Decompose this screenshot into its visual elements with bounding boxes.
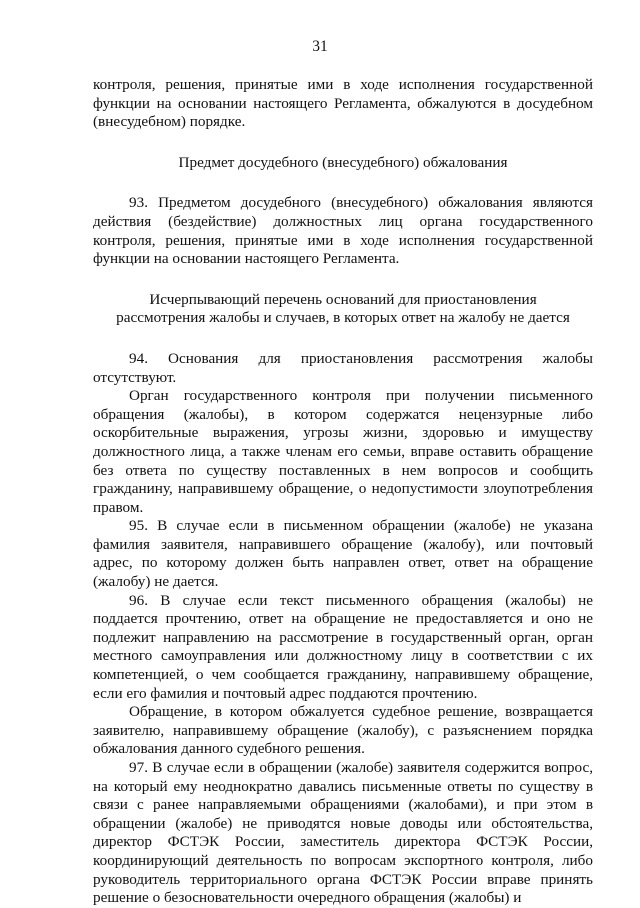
paragraph-94-continuation: Орган государственного контроля при получении письменного обращения (жалобы), в котором содержатся нецензурные либо оскорбительные выражения, угрозы жизни, здоровью и имуществу должностного лица, а также членам его семьи, вправе оставить обращение без ответа по существу поставленных в нем вопросов и сообщить гражданину, направившему обращение, о недопустимости злоупотребления правом. bbox=[93, 387, 593, 516]
document-body bbox=[93, 76, 593, 908]
paragraph-93: 93. Предметом досудебного (внесудебного) обжалования являются действия (бездействие) должностных лиц органа государственного контроля, решения, принятые ими в ходе исполнения государственной функции на основании настоящего Регламента. bbox=[93, 194, 593, 268]
spacer bbox=[93, 132, 593, 154]
paragraph-96: 96. В случае если текст письменного обращения (жалобы) не поддается прочтению, ответ на обращение не предоставляется и оно не подлежит направлению на рассмотрение в государственный орган, орган местного самоуправления или должностному лицу в соответствии с их компетенцией, о чем сообщается гражданину, направившему обращение, если его фамилия и почтовый адрес поддаются прочтению. bbox=[93, 591, 593, 702]
paragraph-97: 97. В случае если в обращении (жалобе) заявителя содержится вопрос, на который ему неоднократно давались письменные ответы по существу в связи с ранее направляемыми обращениями (жалобами), и при этом в обращении (жалобе) не приводятся новые доводы или обстоятельства, директор ФСТЭК России, заместитель директора ФСТЭК России, координирующий деятельность по вопросам экспортного контроля, либо руководитель территориального органа ФСТЭК России вправе принять решение о безосновательности очередного обращения (жалобы) и bbox=[93, 759, 593, 907]
spacer bbox=[93, 172, 593, 194]
paragraph-96-continuation: Обращение, в котором обжалуется судебное решение, возвращается заявителю, направившему обращение (жалобу), с разъяснением порядка обжалования данного судебного решения. bbox=[93, 703, 593, 758]
section-heading-suspension-grounds bbox=[93, 291, 593, 328]
section-heading-line: рассмотрения жалобы и случаев, в которых ответ на жалобу не дается bbox=[116, 309, 570, 327]
section-heading-appeal-subject: Предмет досудебного (внесудебного) обжалования bbox=[178, 153, 508, 171]
paragraph-94: 94. Основания для приостановления рассмотрения жалобы отсутствуют. bbox=[93, 349, 593, 386]
paragraph-95: 95. В случае если в письменном обращении (жалобе) не указана фамилия заявителя, направившего обращение (жалобу), или почтовый адрес, по которому должен быть направлен ответ, ответ на обращение (жалобу) не дается. bbox=[93, 517, 593, 591]
section-heading-line: Исчерпывающий перечень оснований для приостановления bbox=[149, 290, 537, 308]
spacer bbox=[93, 328, 593, 350]
spacer bbox=[93, 269, 593, 291]
intro-paragraph: контроля, решения, принятые ими в ходе исполнения государственной функции на основании настоящего Регламента, обжалуются в досудебном (внесудебном) порядке. bbox=[93, 76, 593, 131]
page-number: 31 bbox=[312, 38, 328, 55]
